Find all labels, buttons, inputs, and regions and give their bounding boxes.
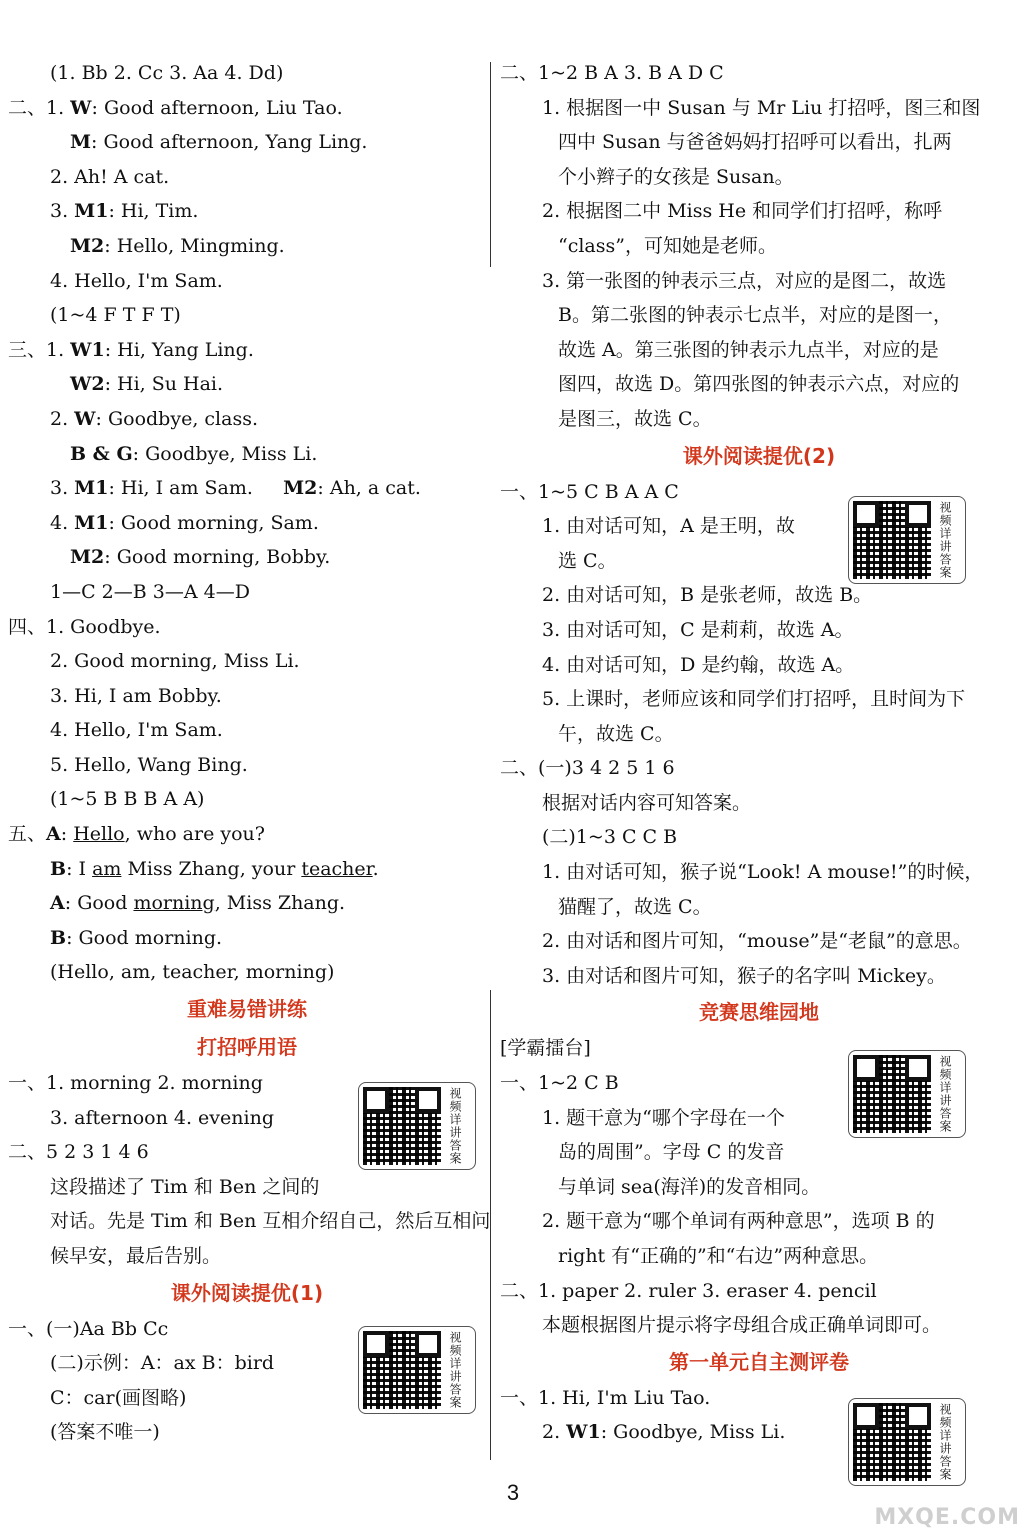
answer-line: 一、1~2 C B bbox=[500, 1072, 619, 1095]
qr-label: 视频详讲答案 bbox=[938, 1403, 952, 1481]
answer-line: 二、(一)3 4 2 5 1 6 bbox=[500, 757, 675, 780]
explanation-line: 根据对话内容可知答案。 bbox=[542, 791, 752, 814]
qr-label: 视频详讲答案 bbox=[938, 501, 952, 579]
explanation-line: B。第二张图的钟表示七点半，对应的是图一， bbox=[558, 304, 952, 327]
qr-label: 视频详讲答案 bbox=[938, 1055, 952, 1133]
explanation-line: 对话。先是 Tim 和 Ben 互相介绍自己，然后互相问 bbox=[50, 1210, 491, 1233]
qr-code-icon bbox=[853, 1403, 931, 1481]
answer-line: (二)1~3 C C B bbox=[542, 826, 678, 849]
page-number: 3 bbox=[506, 1480, 520, 1505]
qr-code-icon bbox=[853, 1055, 931, 1133]
dialogue-line: 二、1. W: Good afternoon, Liu Tao. bbox=[8, 96, 343, 119]
section-heading: 打招呼用语 bbox=[197, 1035, 297, 1060]
answer-line: 2. Good morning, Miss Li. bbox=[50, 650, 300, 673]
answer-line: 1—C 2—B 3—A 4—D bbox=[50, 580, 250, 603]
explanation-line: right 有“正确的”和“右边”两种意思。 bbox=[558, 1245, 879, 1267]
section-heading: 重难易错讲练 bbox=[187, 997, 307, 1022]
qr-code-icon bbox=[853, 501, 931, 579]
dialogue-line: 4. M1: Good morning, Sam. bbox=[50, 511, 319, 534]
explanation-line: 1. 题干意为“哪个字母在一个 bbox=[542, 1106, 785, 1129]
column-divider-top bbox=[490, 62, 491, 267]
explanation-line: 图四，故选 D。第四张图的钟表示六点，对应的 bbox=[558, 373, 960, 396]
explanation-line: 3. 由对话和图片可知，猴子的名字叫 Mickey。 bbox=[542, 964, 946, 987]
answer-line: 一、1~5 C B A A C bbox=[500, 480, 679, 503]
answer-line: 四、1. Goodbye. bbox=[8, 615, 161, 638]
answer-line: 3. Hi, I am Bobby. bbox=[50, 684, 222, 707]
explanation-line: 这段描述了 Tim 和 Ben 之间的 bbox=[50, 1175, 320, 1198]
answer-line: 一、1. Hi, I'm Liu Tao. bbox=[500, 1386, 711, 1409]
explanation-line: 2. 根据图二中 Miss He 和同学们打招呼，称呼 bbox=[542, 200, 943, 223]
dialogue-line: 3. M1: Hi, Tim. bbox=[50, 200, 199, 223]
explanation-line: 选 C。 bbox=[558, 549, 617, 572]
explanation-line: 2. 由对话可知，B 是张老师，故选 B。 bbox=[542, 584, 873, 607]
explanation-line: 3. 第一张图的钟表示三点，对应的是图二，故选 bbox=[542, 269, 947, 292]
qr-label: 视频详讲答案 bbox=[448, 1087, 462, 1165]
explanation-line: “class”，可知她是老师。 bbox=[558, 234, 777, 257]
answer-line: (1. Bb 2. Cc 3. Aa 4. Dd) bbox=[50, 62, 284, 84]
answer-line: (二)示例：A：ax B：bird bbox=[50, 1352, 275, 1375]
explanation-line: 本题根据图片提示将字母组合成正确单词即可。 bbox=[542, 1314, 942, 1337]
explanation-line: 4. 由对话可知，D 是约翰，故选 A。 bbox=[542, 653, 855, 676]
dialogue-line: A: Good morning, Miss Zhang. bbox=[50, 892, 346, 915]
explanation-line: 5. 上课时，老师应该和同学们打招呼，且时间为下 bbox=[542, 688, 966, 711]
dialogue-line: 2. W: Goodbye, class. bbox=[50, 407, 258, 430]
explanation-line: 候早安，最后告别。 bbox=[50, 1245, 222, 1267]
section-heading: 第一单元自主测评卷 bbox=[669, 1349, 849, 1374]
qr-code[interactable] bbox=[358, 1082, 476, 1170]
answer-line: 二、1. paper 2. ruler 3. eraser 4. pencil bbox=[500, 1279, 877, 1302]
dialogue-line: M2: Good morning, Bobby. bbox=[70, 546, 331, 569]
explanation-line: 1. 根据图一中 Susan 与 Mr Liu 打招呼，图三和图 bbox=[542, 96, 981, 119]
dialogue-line: 4. Hello, I'm Sam. bbox=[50, 269, 223, 292]
explanation-line: 2. 题干意为“哪个单词有两种意思”，选项 B 的 bbox=[542, 1210, 935, 1233]
answer-line: 一、1. morning 2. morning bbox=[8, 1072, 263, 1095]
explanation-line: 猫醒了，故选 C。 bbox=[558, 895, 712, 918]
explanation-line: 四中 Susan 与爸爸妈妈打招呼可以看出，扎两 bbox=[558, 131, 952, 154]
qr-code[interactable] bbox=[848, 496, 966, 584]
dialogue-line: 五、A: Hello, who are you? bbox=[8, 823, 265, 846]
dialogue-line: 2. W1: Goodbye, Miss Li. bbox=[542, 1421, 786, 1444]
qr-code[interactable] bbox=[848, 1050, 966, 1138]
answer-line: (1~5 B B B A A) bbox=[50, 788, 205, 811]
dialogue-line: B: Good morning. bbox=[50, 926, 223, 949]
dialogue-line: B: I am Miss Zhang, your teacher. bbox=[50, 857, 379, 880]
answer-line: 4. Hello, I'm Sam. bbox=[50, 719, 223, 742]
explanation-line: 午，故选 C。 bbox=[558, 722, 674, 745]
qr-code[interactable] bbox=[848, 1398, 966, 1486]
watermark: MXQE.COM bbox=[874, 1505, 1020, 1530]
answer-line: (1~4 F T F T) bbox=[50, 304, 181, 327]
explanation-line: 个小辫子的女孩是 Susan。 bbox=[558, 165, 794, 188]
answer-line: 5. Hello, Wang Bing. bbox=[50, 753, 248, 776]
dialogue-line: B & G: Goodbye, Miss Li. bbox=[70, 442, 318, 465]
dialogue-line: M2: Hello, Mingming. bbox=[70, 234, 285, 257]
dialogue-line: M: Good afternoon, Yang Ling. bbox=[70, 131, 368, 154]
section-tag: [学霸擂台] bbox=[500, 1037, 591, 1060]
dialogue-line: 三、1. W1: Hi, Yang Ling. bbox=[8, 338, 254, 361]
answer-line: 二、5 2 3 1 4 6 bbox=[8, 1141, 149, 1164]
explanation-line: 与单词 sea(海洋)的发音相同。 bbox=[558, 1175, 821, 1198]
qr-code[interactable] bbox=[358, 1326, 476, 1414]
qr-code-icon bbox=[363, 1087, 441, 1165]
dialogue-line: W2: Hi, Su Hai. bbox=[70, 373, 224, 396]
dialogue-line: 3. M1: Hi, I am Sam. M2: Ah, a cat. bbox=[50, 477, 421, 500]
explanation-line: 岛的周围”。字母 C 的发音 bbox=[558, 1141, 785, 1164]
explanation-line: 2. 由对话和图片可知，“mouse”是“老鼠”的意思。 bbox=[542, 930, 972, 953]
section-heading: 竞赛思维园地 bbox=[699, 1000, 819, 1025]
dialogue-line: 2. Ah! A cat. bbox=[50, 165, 170, 188]
answer-line: (Hello, am, teacher, morning) bbox=[50, 961, 335, 984]
qr-label: 视频详讲答案 bbox=[448, 1331, 462, 1409]
explanation-line: 是图三，故选 C。 bbox=[558, 407, 712, 430]
explanation-line: 1. 由对话可知，猴子说“Look! A mouse!”的时候， bbox=[542, 861, 984, 884]
answer-line: 3. afternoon 4. evening bbox=[50, 1106, 274, 1129]
answer-line: 二、1~2 B A 3. B A D C bbox=[500, 62, 724, 84]
answer-line: 一、(一)Aa Bb Cc bbox=[8, 1317, 169, 1340]
answer-line: C：car(画图略) bbox=[50, 1386, 187, 1409]
answer-line: (答案不唯一) bbox=[50, 1421, 160, 1444]
qr-code-icon bbox=[363, 1331, 441, 1409]
left-column bbox=[8, 56, 491, 1450]
explanation-line: 故选 A。第三张图的钟表示九点半，对应的是 bbox=[558, 338, 939, 361]
section-heading: 课外阅读提优(1) bbox=[170, 1280, 324, 1305]
explanation-line: 3. 由对话可知，C 是莉莉，故选 A。 bbox=[542, 618, 854, 641]
explanation-line: 1. 由对话可知，A 是王明，故 bbox=[542, 515, 795, 538]
section-heading: 课外阅读提优(2) bbox=[682, 443, 836, 468]
right-column bbox=[500, 56, 1018, 1450]
